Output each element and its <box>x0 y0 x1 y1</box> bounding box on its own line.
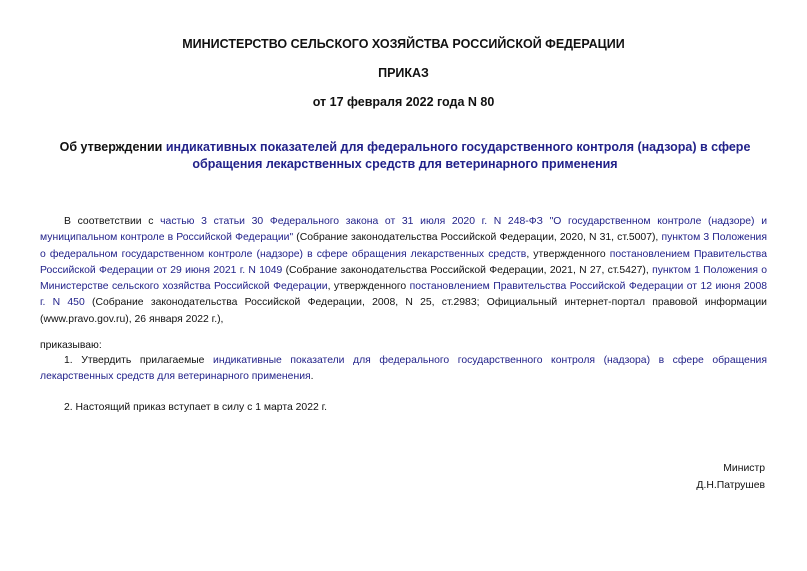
title-link[interactable]: индикативных показателей для федерального государственного контроля (надзора) в сфере обращения лекарственных средств для ветеринарного применения <box>165 140 751 171</box>
preamble-text: (Собрание законодательства Российской Федерации, 2020, N 31, ст.5007), <box>293 232 662 244</box>
preamble-text: В соответствии с <box>64 216 161 227</box>
preamble-text: , утвержденного <box>526 248 610 260</box>
item-1-suffix: . <box>310 371 314 383</box>
ministry-regulation-link[interactable]: пунктом 1 Положения о Министерстве сельского хозяйства Российской Федерации <box>40 264 768 293</box>
doc-type-heading: ПРИКАЗ <box>378 66 429 80</box>
item-1 <box>40 353 767 386</box>
law-248-link[interactable]: частью 3 статьи 30 Федерального закона от 31 июля 2020 г. N 248-ФЗ "О государственном контроле (надзоре) и муниципальном контроле в Российской Федерации" <box>40 216 767 244</box>
signer-position: Министр <box>723 463 765 474</box>
title-prefix: Об утверждении <box>59 140 166 154</box>
signer-name: Д.Н.Патрушев <box>696 480 765 491</box>
doc-date-heading: от 17 февраля 2022 года N 80 <box>312 95 495 109</box>
regulation-point3-link[interactable]: пунктом 3 Положения о федеральном государственном контроле (надзоре) в сфере обращения лекарственных средств <box>40 232 767 260</box>
resolution-1049-link[interactable]: постановлением Правительства Российской Федерации от 29 июня 2021 г. N 1049 <box>40 248 767 276</box>
preamble-text: , утвержденного <box>327 281 410 293</box>
order-word: приказываю: <box>40 340 102 351</box>
preamble-text: (Собрание законодательства Российской Федерации, 2021, N 27, ст.5427), <box>282 264 653 276</box>
resolution-450-link[interactable]: постановлением Правительства Российской Федерации от 12 июня 2008 г. N 450 <box>40 281 768 309</box>
item-2: 2. Настоящий приказ вступает в силу с 1 марта 2022 г. <box>64 402 328 413</box>
indicators-link[interactable]: индикативные показатели для федерального государственного контроля (надзора) в сфере обращения лекарственных средств для ветеринарного применения <box>40 355 767 383</box>
ministry-heading: МИНИСТЕРСТВО СЕЛЬСКОГО ХОЗЯЙСТВА РОССИЙСКОЙ ФЕДЕРАЦИИ <box>182 37 625 51</box>
doc-title <box>55 139 755 173</box>
preamble-paragraph <box>40 214 767 328</box>
preamble-text: (Собрание законодательства Российской Федерации, 2008, N 25, ст.2983; Официальный интернет-портал правовой информации (www.pravo.gov.ru), 26 января 2022 г.), <box>40 297 767 325</box>
item-1-text: 1. Утвердить прилагаемые <box>64 355 214 366</box>
signature-block <box>696 460 765 494</box>
